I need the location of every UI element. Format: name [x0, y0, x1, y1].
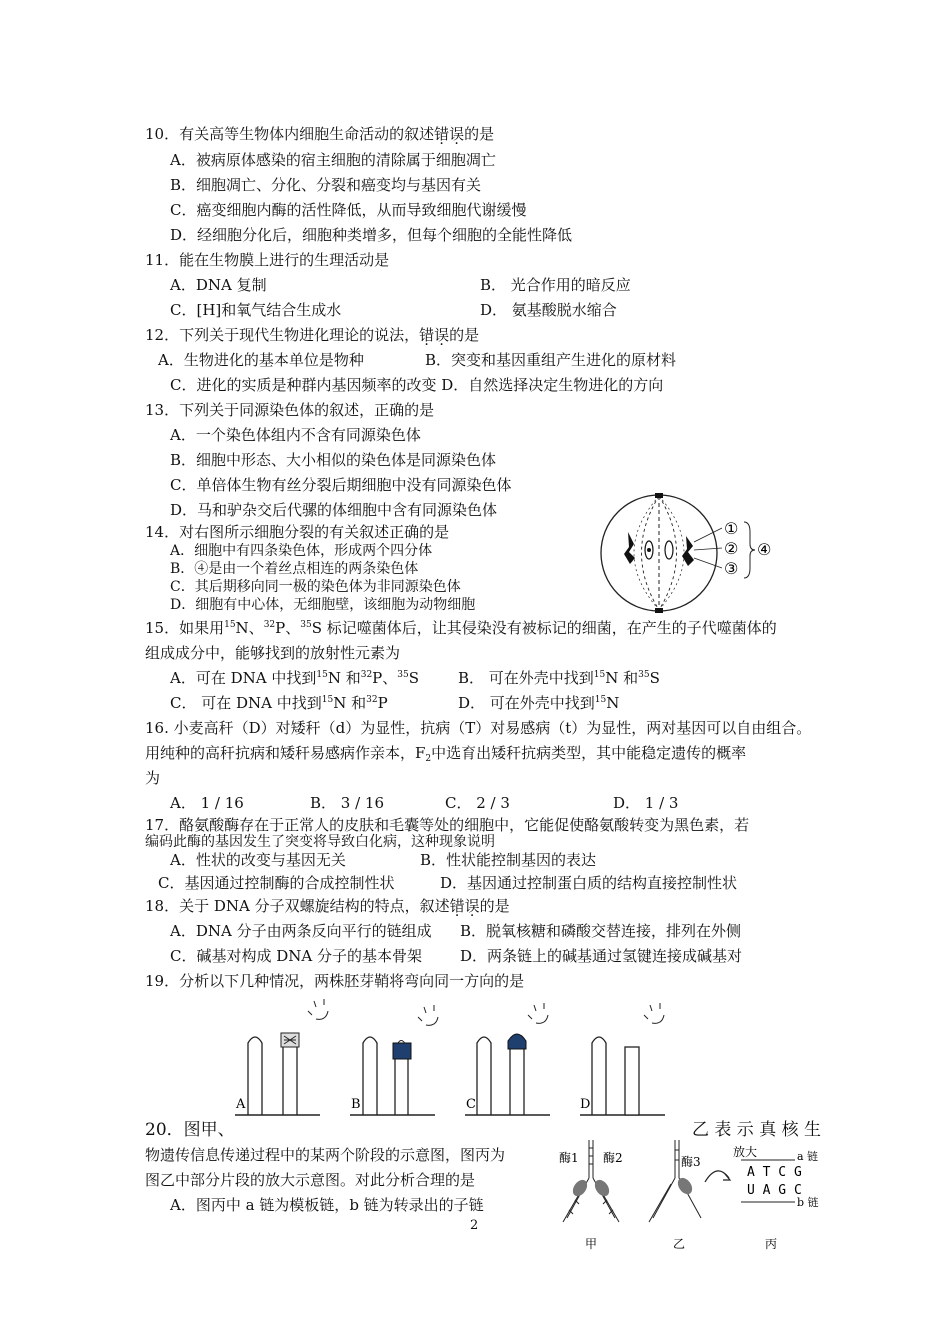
fig-yi-label: 乙 [673, 1237, 686, 1251]
label-3: ③ [724, 559, 739, 578]
coleoptile-figure [230, 995, 680, 1120]
enzyme2-label: 酶2 [603, 1151, 623, 1165]
sun-icon [644, 1003, 664, 1023]
q17-option-b: B．性状能控制基因的表达 [420, 851, 597, 869]
q15-option-b: B． 可在外壳中找到$^{15}$N 和$^{35}$S [458, 669, 660, 687]
q11-option-c: C．[H]和氧气结合生成水 [170, 301, 342, 319]
q20-option-a: A．图丙中 a 链为模板链，b 链为转录出的子链 [170, 1196, 484, 1214]
label-4: ④ [757, 540, 772, 559]
label-a: A [236, 1097, 246, 1112]
q16-line3: 为 [145, 769, 161, 787]
q16-option-b: B． 3 / 16 [310, 794, 385, 812]
sun-icon [528, 1003, 548, 1023]
fig-bing-label: 丙 [765, 1237, 778, 1251]
q10-option-c: C．癌变细胞内酶的活性降低，从而导致细胞代谢缓慢 [170, 201, 527, 219]
q10-option-d: D．经细胞分化后，细胞种类增多，但每个细胞的全能性降低 [170, 226, 573, 244]
q13-option-c: C．单倍体生物有丝分裂后期细胞中没有同源染色体 [170, 476, 512, 494]
panel-d [580, 1003, 665, 1115]
q15-option-d: D． 可在外壳中找到$^{15}$N [458, 694, 620, 712]
q18-option-a: A．DNA 分子由两条反向平行的链组成 [170, 922, 432, 940]
q12-option-b: B．突变和基因重组产生进化的原材料 [425, 351, 677, 369]
q12-option-a: A．生物进化的基本单位是物种 [158, 351, 364, 369]
q13-stem: 13．下列关于同源染色体的叙述，正确的是 [145, 401, 435, 419]
q16-option-d: D． 1 / 3 [613, 794, 679, 812]
panel-b [350, 1005, 438, 1115]
chain-b-label: b 链 [797, 1196, 819, 1209]
seq-bottom: U A G C [747, 1183, 802, 1198]
q14-option-c: C．其后期移向同一极的染色体为非同源染色体 [170, 579, 461, 595]
q17-option-c: C．基因通过控制酶的合成控制性状 [158, 874, 395, 892]
q18-option-b: B．脱氧核糖和磷酸交替连接，排列在外侧 [460, 922, 742, 940]
label-d: D [580, 1097, 591, 1112]
q16-option-c: C． 2 / 3 [445, 794, 510, 812]
q11-option-d: D． 氨基酸脱水缩合 [480, 301, 617, 319]
q10-option-b: B．细胞凋亡、分化、分裂和癌变均与基因有关 [170, 176, 482, 194]
q17-option-a: A．性状的改变与基因无关 [170, 851, 346, 869]
q17-line2: 编码此酶的基因发生了突变将导致白化病，这种现象说明 [145, 834, 495, 850]
fig-jia-label: 甲 [585, 1237, 598, 1251]
q19-stem: 19．分析以下几种情况，两株胚芽鞘将弯向同一方向的是 [145, 972, 525, 990]
q13-option-d: D．马和驴杂交后代骡的体细胞中含有同源染色体 [170, 501, 498, 519]
label-2: ② [724, 539, 739, 558]
label-c: C [466, 1097, 476, 1112]
q11-option-b: B． 光合作用的暗反应 [480, 276, 631, 294]
q18-stem: 18．关于 DNA 分子双螺旋结构的特点，叙述错误的是 [145, 897, 510, 915]
enzyme1-label: 酶1 [559, 1151, 579, 1165]
enlarge-label: 放大 [733, 1145, 758, 1159]
q12-stem: 12．下列关于现代生物进化理论的说法，错误的是 [145, 326, 480, 344]
q18-option-c: C．碱基对构成 DNA 分子的基本骨架 [170, 947, 422, 965]
q10-option-a: A．被病原体感染的宿主细胞的清除属于细胞凋亡 [170, 151, 496, 169]
q14-option-b: B．④是由一个着丝点相连的两条染色体 [170, 561, 419, 577]
q12-option-cd: C．进化的实质是种群内基因频率的改变 D．自然选择决定生物进化的方向 [170, 376, 664, 394]
sun-icon [418, 1005, 438, 1025]
q15-option-c: C． 可在 DNA 中找到$^{15}$N 和$^{32}$P [170, 694, 388, 712]
q14-option-a: A．细胞中有四条染色体，形成两个四分体 [170, 543, 433, 559]
seq-top: A T C G [747, 1165, 802, 1180]
q16-option-a: A． 1 / 16 [170, 794, 244, 812]
sun-icon [308, 999, 328, 1019]
chain-a-label: a 链 [797, 1150, 819, 1163]
q11-stem: 11．能在生物膜上进行的生理活动是 [145, 251, 390, 269]
q15-line2: 组成成分中，能够找到的放射性元素为 [145, 644, 401, 662]
enzyme3-label: 酶3 [681, 1155, 701, 1169]
q14-stem: 14．对右图所示细胞分裂的有关叙述正确的是 [145, 523, 450, 541]
cell-division-figure [594, 492, 784, 618]
q20-line1b: 乙 表 示 真 核 生 [692, 1120, 822, 1140]
label-1: ① [724, 519, 739, 538]
dna-replication-transcription-figure [555, 1138, 825, 1254]
q13-option-b: B．细胞中形态、大小相似的染色体是同源染色体 [170, 451, 497, 469]
q20-line3: 图乙中部分片段的放大示意图。对此分析合理的是 [145, 1171, 476, 1189]
page-number: 2 [470, 1218, 479, 1233]
q20-line2: 物遗传信息传递过程中的某两个阶段的示意图，图丙为 [145, 1146, 506, 1164]
q17-line1: 17．酪氨酸酶存在于正常人的皮肤和毛囊等处的细胞中，它能促使酪氨酸转变为黑色素，若 [145, 816, 750, 834]
label-b: B [351, 1097, 361, 1112]
q18-option-d: D．两条链上的碱基通过氢键连接成碱基对 [460, 947, 743, 965]
figure-yi [649, 1140, 701, 1222]
q15-option-a: A．可在 DNA 中找到$^{15}$N 和$^{32}$P、$^{35}$S [170, 669, 419, 687]
q10-stem: 10．有关高等生物体内细胞生命活动的叙述错误的是 [145, 125, 495, 143]
q20-line1a: 20．图甲、 [145, 1120, 235, 1140]
q13-option-a: A．一个染色体组内不含有同源染色体 [170, 426, 421, 444]
q11-option-a: A．DNA 复制 [170, 276, 267, 294]
q16-line2: 用纯种的高秆抗病和矮秆易感病作亲本，$F_2$中选育出矮秆抗病类型，其中能稳定遗传的概率 [145, 744, 747, 764]
q16-line1: 16. 小麦高秆（D）对矮秆（d）为显性，抗病（T）对易感病（t）为显性，两对基因可以自由组合。 [145, 719, 812, 737]
panel-c [465, 1003, 550, 1115]
q14-option-d: D．细胞有中心体，无细胞壁，该细胞为动物细胞 [170, 597, 476, 613]
q17-option-d: D．基因通过控制蛋白质的结构直接控制性状 [440, 874, 738, 892]
panel-a [235, 999, 328, 1115]
q15-line1: 15．如果用$^{15}$N、$^{32}$P、$^{35}$S 标记噬菌体后，让其侵染没有被标记的细菌，在产生的子代噬菌体的 [145, 619, 777, 637]
